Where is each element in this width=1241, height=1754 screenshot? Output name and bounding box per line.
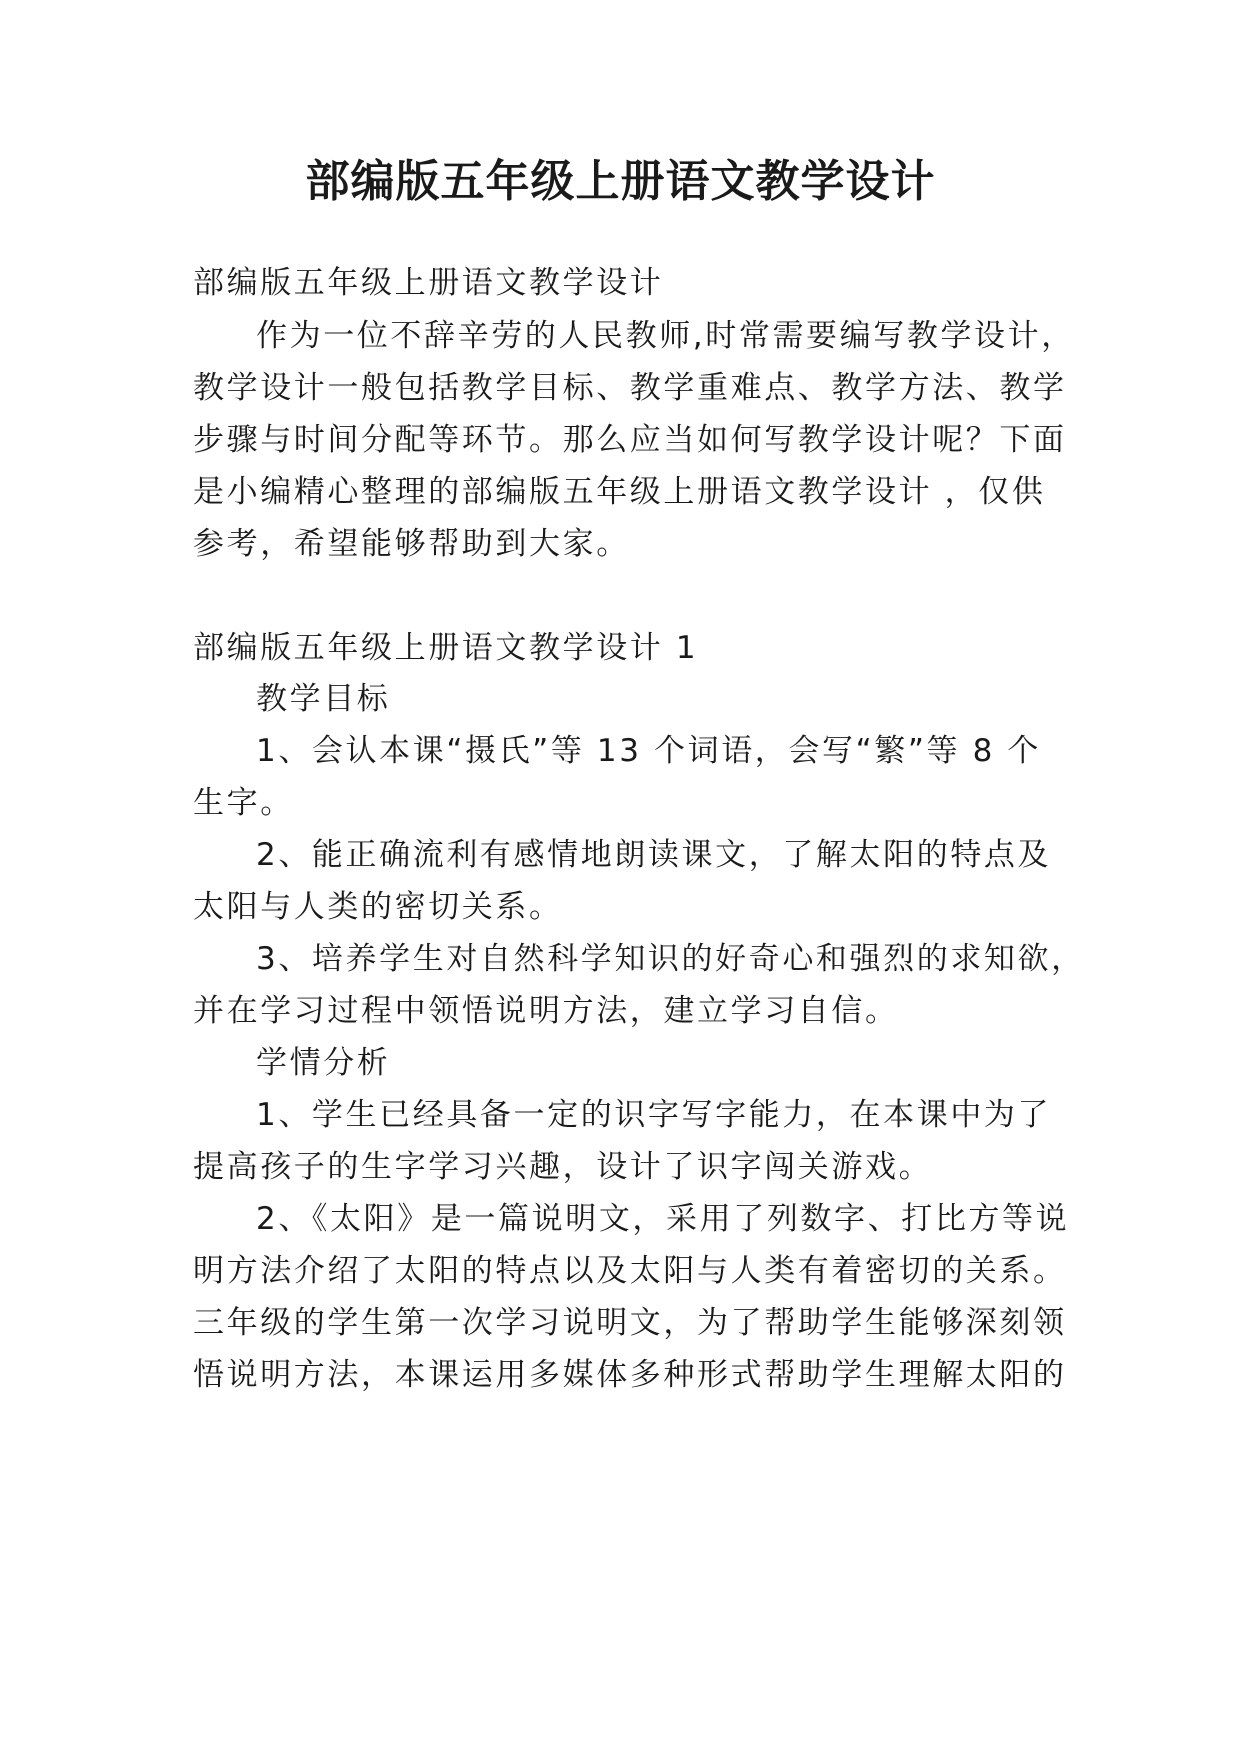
analysis-line-3: 2、《太阳》是一篇说明文，采用了列数字、打比方等说 xyxy=(256,1201,1070,1237)
document-title: 部编版五年级上册语文教学设计 xyxy=(305,156,936,207)
goal-line-4: 太阳与人类的密切关系。 xyxy=(193,889,563,925)
goal-line-1: 1、会认本课“摄氏”等 13 个词语，会写“繁”等 8 个 xyxy=(256,733,1041,769)
analysis-line-2: 提高孩子的生字学习兴趣，设计了识字闯关游戏。 xyxy=(193,1149,933,1185)
subtitle: 部编版五年级上册语文教学设计 xyxy=(193,265,664,301)
intro-line-4: 是小编精心整理的部编版五年级上册语文教学设计 ，仅供 xyxy=(193,474,1046,510)
goal-line-6: 并在学习过程中领悟说明方法，建立学习自信。 xyxy=(193,993,899,1029)
analysis-line-5: 三年级的学生第一次学习说明文，为了帮助学生能够深刻领 xyxy=(193,1305,1067,1341)
analysis-line-6: 悟说明方法，本课运用多媒体多种形式帮助学生理解太阳的 xyxy=(193,1357,1067,1393)
intro-line-1: 作为一位不辞辛劳的人民教师,时常需要编写教学设计， xyxy=(256,318,1075,354)
analysis-heading: 学情分析 xyxy=(256,1045,391,1081)
intro-line-3: 步骤与时间分配等环节。那么应当如何写教学设计呢？下面 xyxy=(193,422,1067,458)
intro-line-2: 教学设计一般包括教学目标、教学重难点、教学方法、教学 xyxy=(193,370,1067,406)
intro-line-5: 参考，希望能够帮助到大家。 xyxy=(193,526,630,562)
section-heading: 部编版五年级上册语文教学设计 1 xyxy=(193,630,699,666)
analysis-line-1: 1、学生已经具备一定的识字写字能力，在本课中为了 xyxy=(256,1097,1052,1133)
goal-line-2: 生字。 xyxy=(193,785,294,821)
analysis-line-4: 明方法介绍了太阳的特点以及太阳与人类有着密切的关系。 xyxy=(193,1253,1067,1289)
goal-line-5: 3、培养学生对自然科学知识的好奇心和强烈的求知欲， xyxy=(256,941,1085,977)
goal-line-3: 2、能正确流利有感情地朗读课文，了解太阳的特点及 xyxy=(256,837,1052,873)
goals-heading: 教学目标 xyxy=(256,681,391,717)
